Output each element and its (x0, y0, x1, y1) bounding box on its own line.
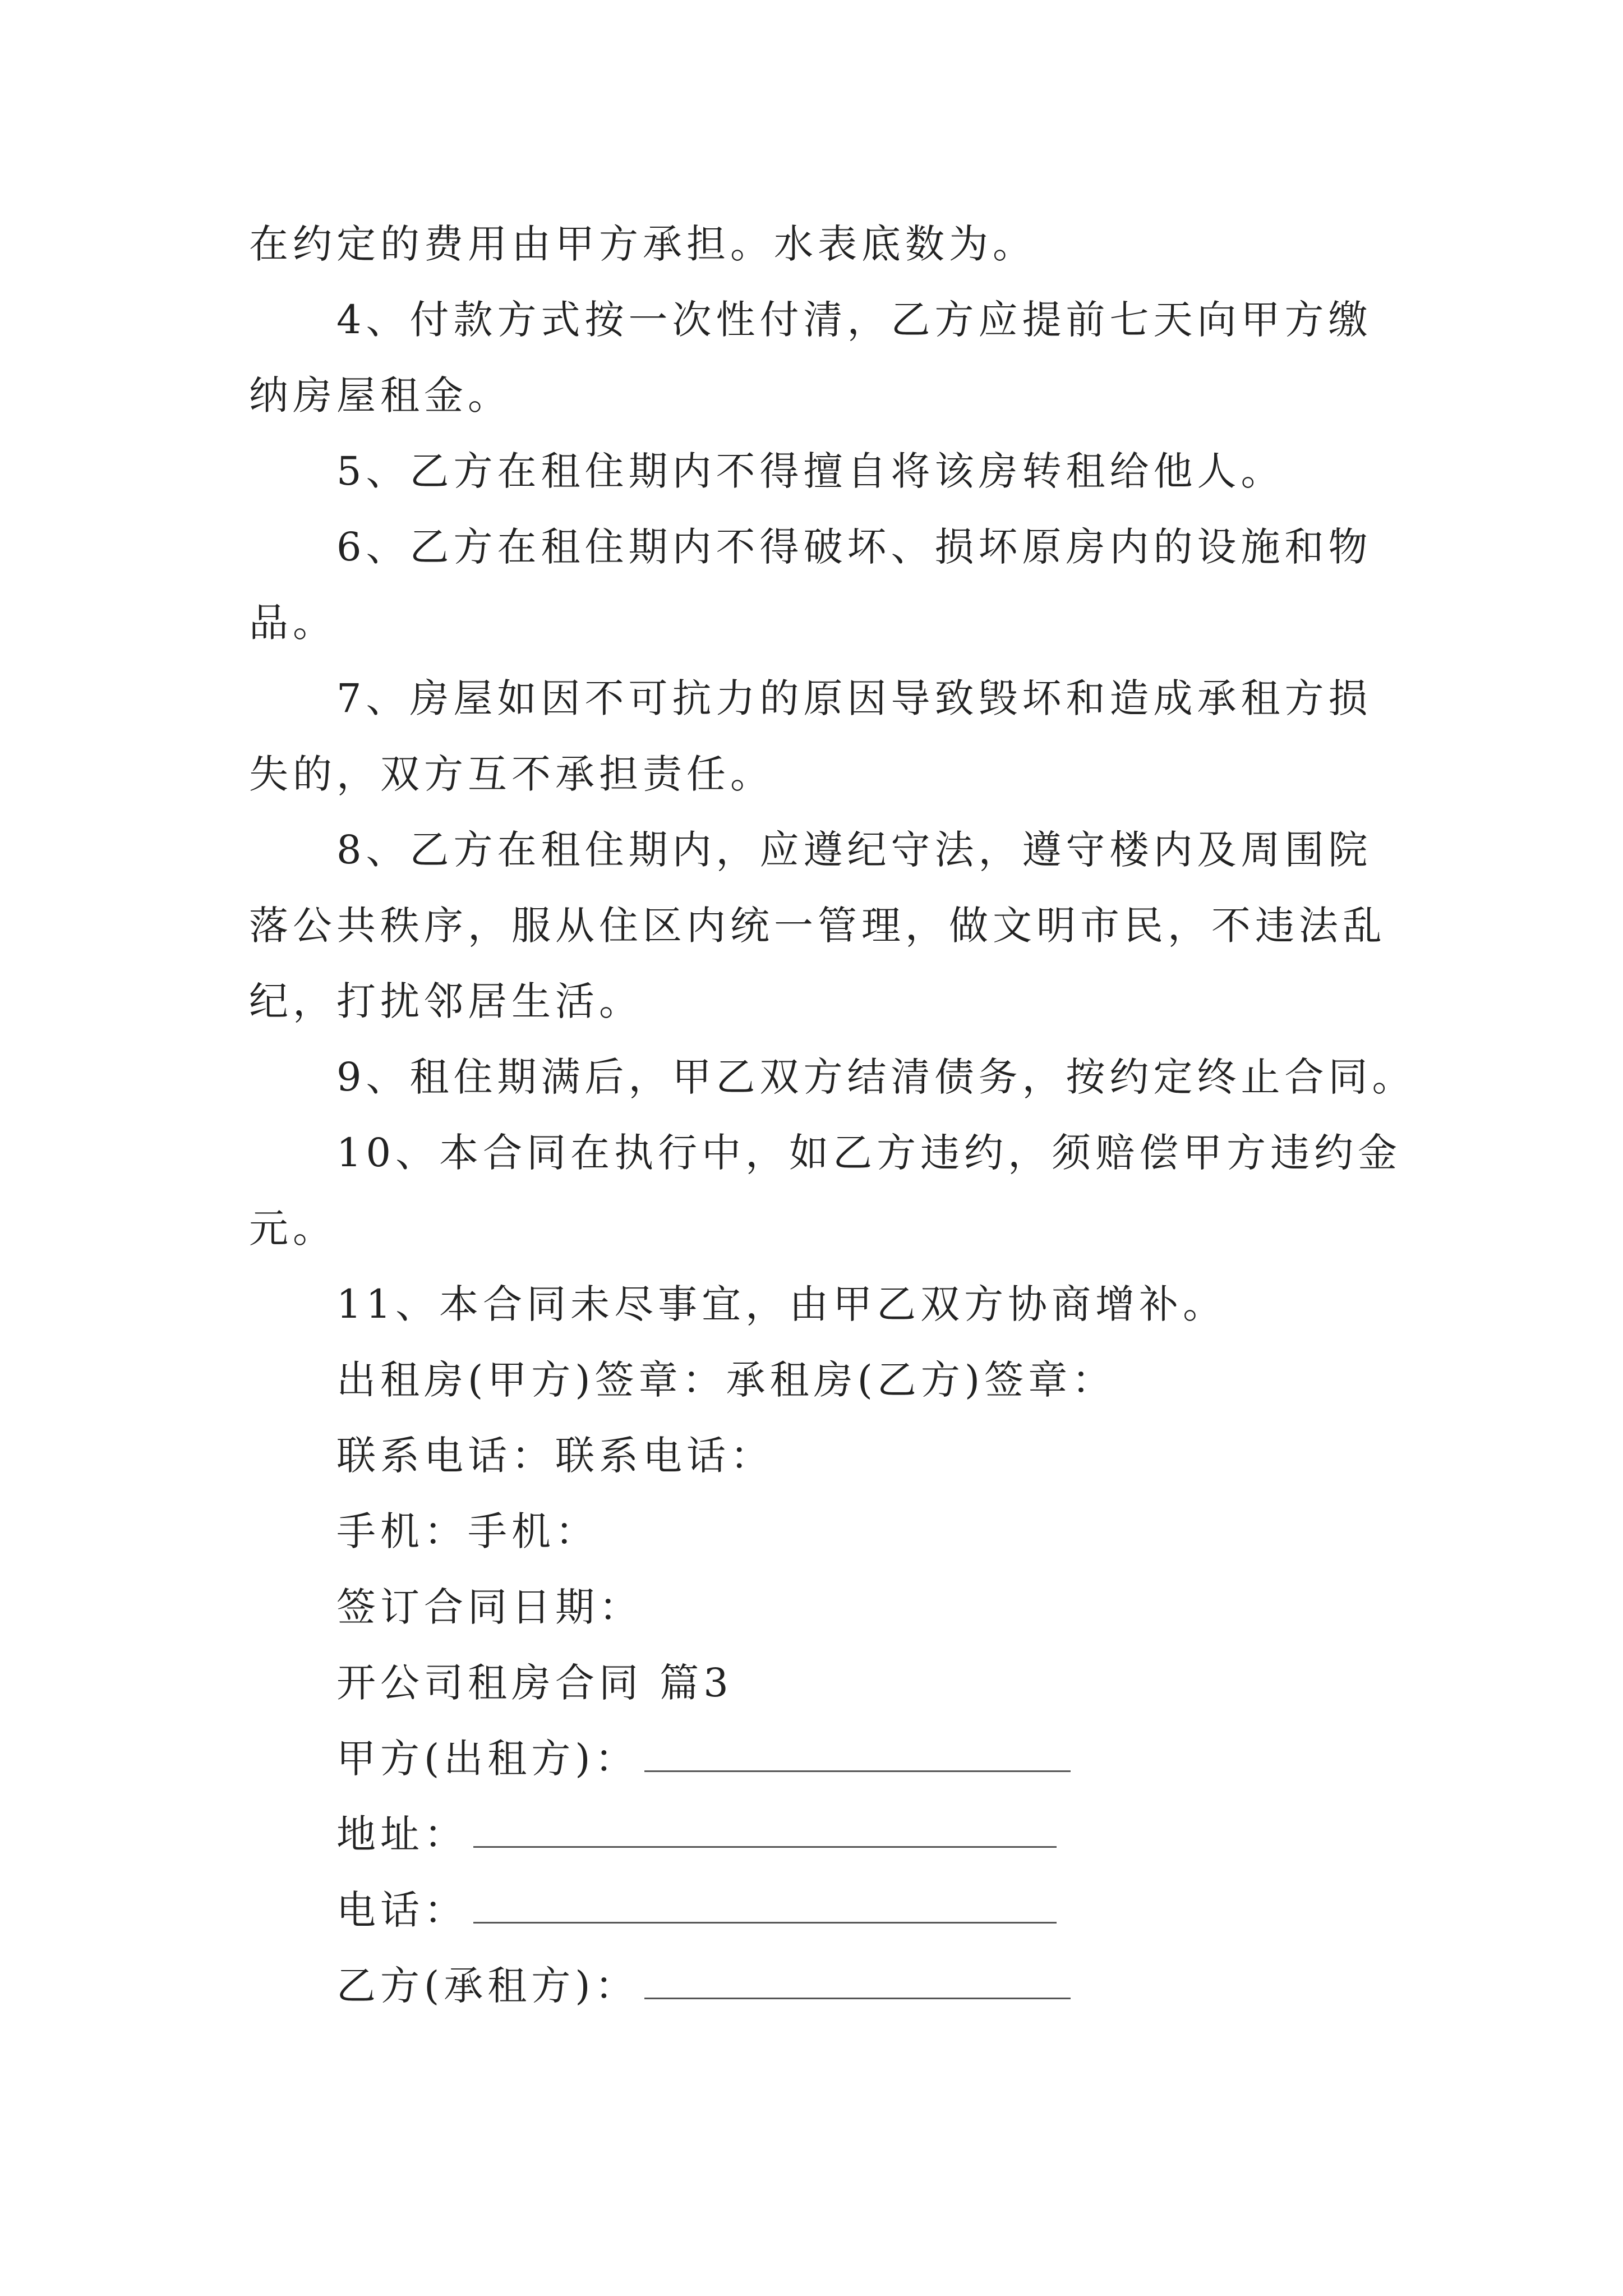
text-line: 品。 (249, 600, 336, 646)
field-label: 电话： (336, 1887, 468, 1933)
form-field-lessee (336, 1958, 1071, 2014)
blank-line (644, 1731, 1071, 1772)
clause-4: 4、付款方式按一次性付清，乙方应提前七天向甲方缴 (336, 297, 1372, 343)
section-heading: 开公司租房合同 篇3 (336, 1660, 733, 1706)
clause-5: 5、乙方在租住期内不得擅自将该房转租给他人。 (336, 448, 1285, 494)
signature-line: 出租房(甲方)签章：承租房(乙方)签章： (336, 1357, 1116, 1403)
text-line: 纪，打扰邻居生活。 (249, 978, 643, 1024)
clause-10: 10、本合同在执行中，如乙方违约，须赔偿甲方违约金 (336, 1130, 1402, 1176)
blank-line (644, 1958, 1071, 1999)
clause-9: 9、租住期满后，甲乙双方结清债务，按约定终止合同。 (336, 1054, 1416, 1100)
text-line: 元。 (249, 1205, 336, 1251)
contact-phone-line: 联系电话：联系电话： (336, 1433, 774, 1479)
field-label: 甲方(出租方)： (336, 1736, 639, 1782)
text-line: 落公共秩序，服从住区内统一管理，做文明市民，不违法乱 (249, 903, 1386, 949)
mobile-line: 手机：手机： (336, 1508, 599, 1554)
text-line: 失的，双方互不承担责任。 (249, 751, 774, 797)
clause-7: 7、房屋如因不可抗力的原因导致毁坏和造成承租方损 (336, 675, 1372, 721)
blank-line (473, 1883, 1057, 1924)
text-line: 纳房屋租金。 (249, 372, 511, 418)
form-field-lessor (336, 1731, 1071, 1787)
text-line: 在约定的费用由甲方承担。水表底数为。 (249, 221, 1036, 267)
form-field-address (336, 1806, 1057, 1862)
field-label: 乙方(承租方)： (336, 1963, 639, 2009)
form-field-phone (336, 1882, 1057, 1938)
signing-date-line: 签订合同日期： (336, 1584, 643, 1630)
field-label: 地址： (336, 1811, 468, 1857)
clause-6: 6、乙方在租住期内不得破坏、损坏原房内的设施和物 (336, 524, 1372, 570)
clause-11: 11、本合同未尽事宜，由甲乙双方协商增补。 (336, 1281, 1227, 1327)
clause-8: 8、乙方在租住期内，应遵纪守法，遵守楼内及周围院 (336, 827, 1372, 873)
blank-line (473, 1807, 1057, 1848)
